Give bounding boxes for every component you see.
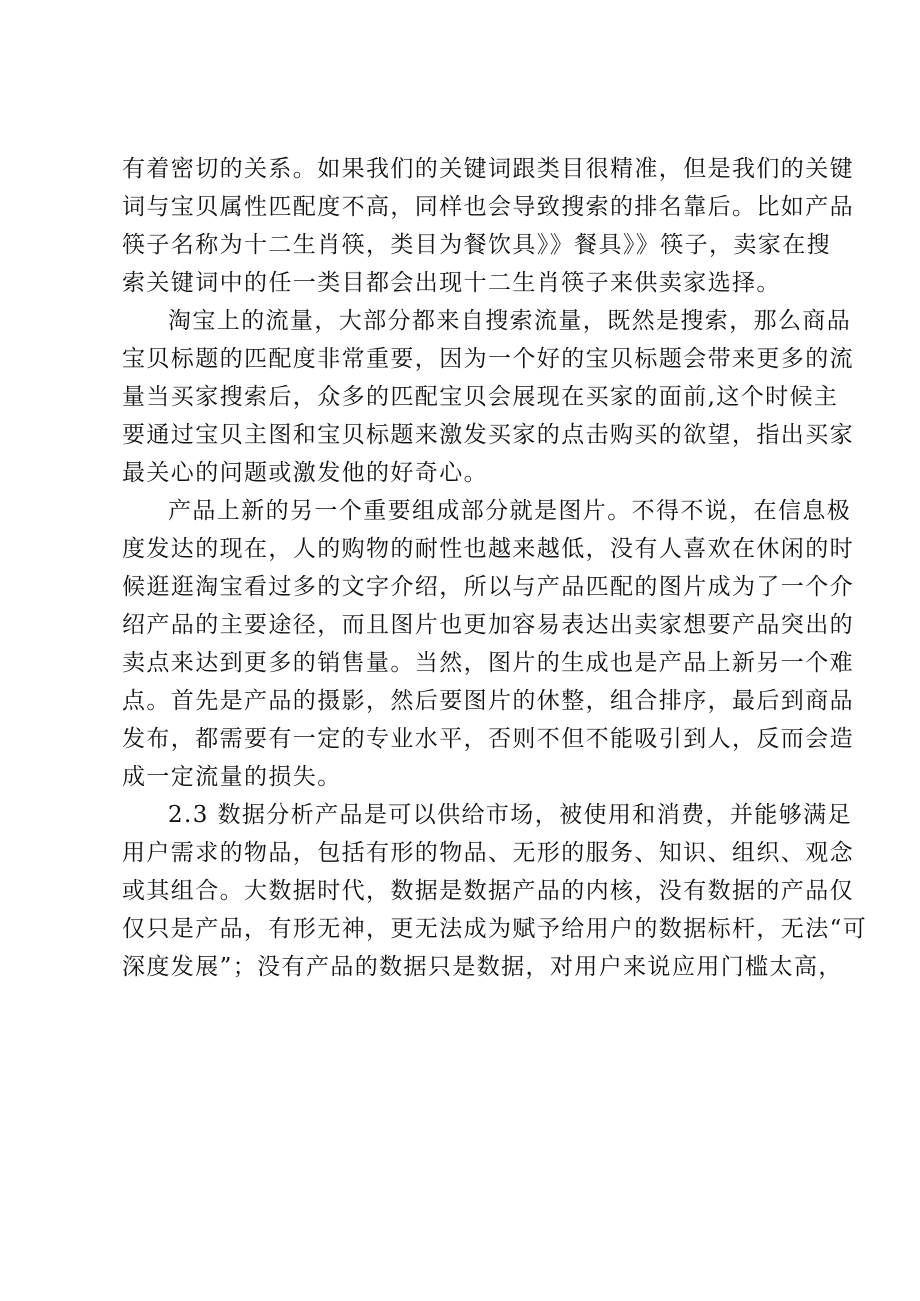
text-line: 绍产品的主要途径，而且图片也更加容易表达出卖家想要产品突出的 bbox=[122, 612, 854, 638]
text-line: 索关键词中的任一类目都会出现十二生肖筷子来供卖家选择。 bbox=[122, 270, 781, 296]
paragraph-1 bbox=[122, 150, 854, 302]
paragraph-2 bbox=[122, 302, 854, 492]
document-body bbox=[122, 150, 868, 986]
text-line: 深度发展”；没有产品的数据只是数据，对用户来说应用门槛太高， bbox=[122, 954, 843, 980]
text-line: 要通过宝贝主图和宝贝标题来激发买家的点击购买的欲望，指出买家 bbox=[122, 422, 854, 448]
text-line: 宝贝标题的匹配度非常重要，因为一个好的宝贝标题会带来更多的流 bbox=[122, 346, 854, 372]
text-line: 仅只是产品，有形无神，更无法成为赋予给用户的数据标杆，无法“可 bbox=[122, 916, 868, 942]
text-line: 有着密切的关系。如果我们的关键词跟类目很精准，但是我们的关键 bbox=[122, 156, 854, 182]
text-line: 或其组合。大数据时代，数据是数据产品的内核，没有数据的产品仅 bbox=[122, 878, 854, 904]
paragraph-3 bbox=[122, 492, 854, 796]
text-line: 用户需求的物品，包括有形的物品、无形的服务、知识、组织、观念 bbox=[122, 840, 854, 866]
text-line: 产品上新的另一个重要组成部分就是图片。不得不说，在信息极 bbox=[168, 498, 852, 524]
text-line: 筷子名称为十二生肖筷，类目为餐饮具》》餐具》》筷子，卖家在搜 bbox=[122, 232, 831, 258]
text-line: 候逛逛淘宝看过多的文字介绍，所以与产品匹配的图片成为了一个介 bbox=[122, 574, 854, 600]
text-line: 度发达的现在，人的购物的耐性也越来越低，没有人喜欢在休闲的时 bbox=[122, 536, 854, 562]
paragraph-4 bbox=[122, 796, 868, 986]
text-line: 2.3 数据分析产品是可以供给市场，被使用和消费，并能够满足 bbox=[168, 802, 852, 828]
text-line: 量当买家搜索后，众多的匹配宝贝会展现在买家的面前,这个时候主 bbox=[122, 384, 839, 410]
text-line: 词与宝贝属性匹配度不高，同样也会导致搜索的排名靠后。比如产品 bbox=[122, 194, 854, 220]
text-line: 淘宝上的流量，大部分都来自搜索流量，既然是搜索，那么商品 bbox=[168, 308, 852, 334]
text-line: 点。首先是产品的摄影，然后要图片的休整，组合排序，最后到商品 bbox=[122, 688, 854, 714]
text-line: 卖点来达到更多的销售量。当然，图片的生成也是产品上新另一个难 bbox=[122, 650, 854, 676]
text-line: 发布，都需要有一定的专业水平，否则不但不能吸引到人，反而会造 bbox=[122, 726, 854, 752]
text-line: 成一定流量的损失。 bbox=[122, 764, 342, 790]
text-line: 最关心的问题或激发他的好奇心。 bbox=[122, 460, 488, 486]
